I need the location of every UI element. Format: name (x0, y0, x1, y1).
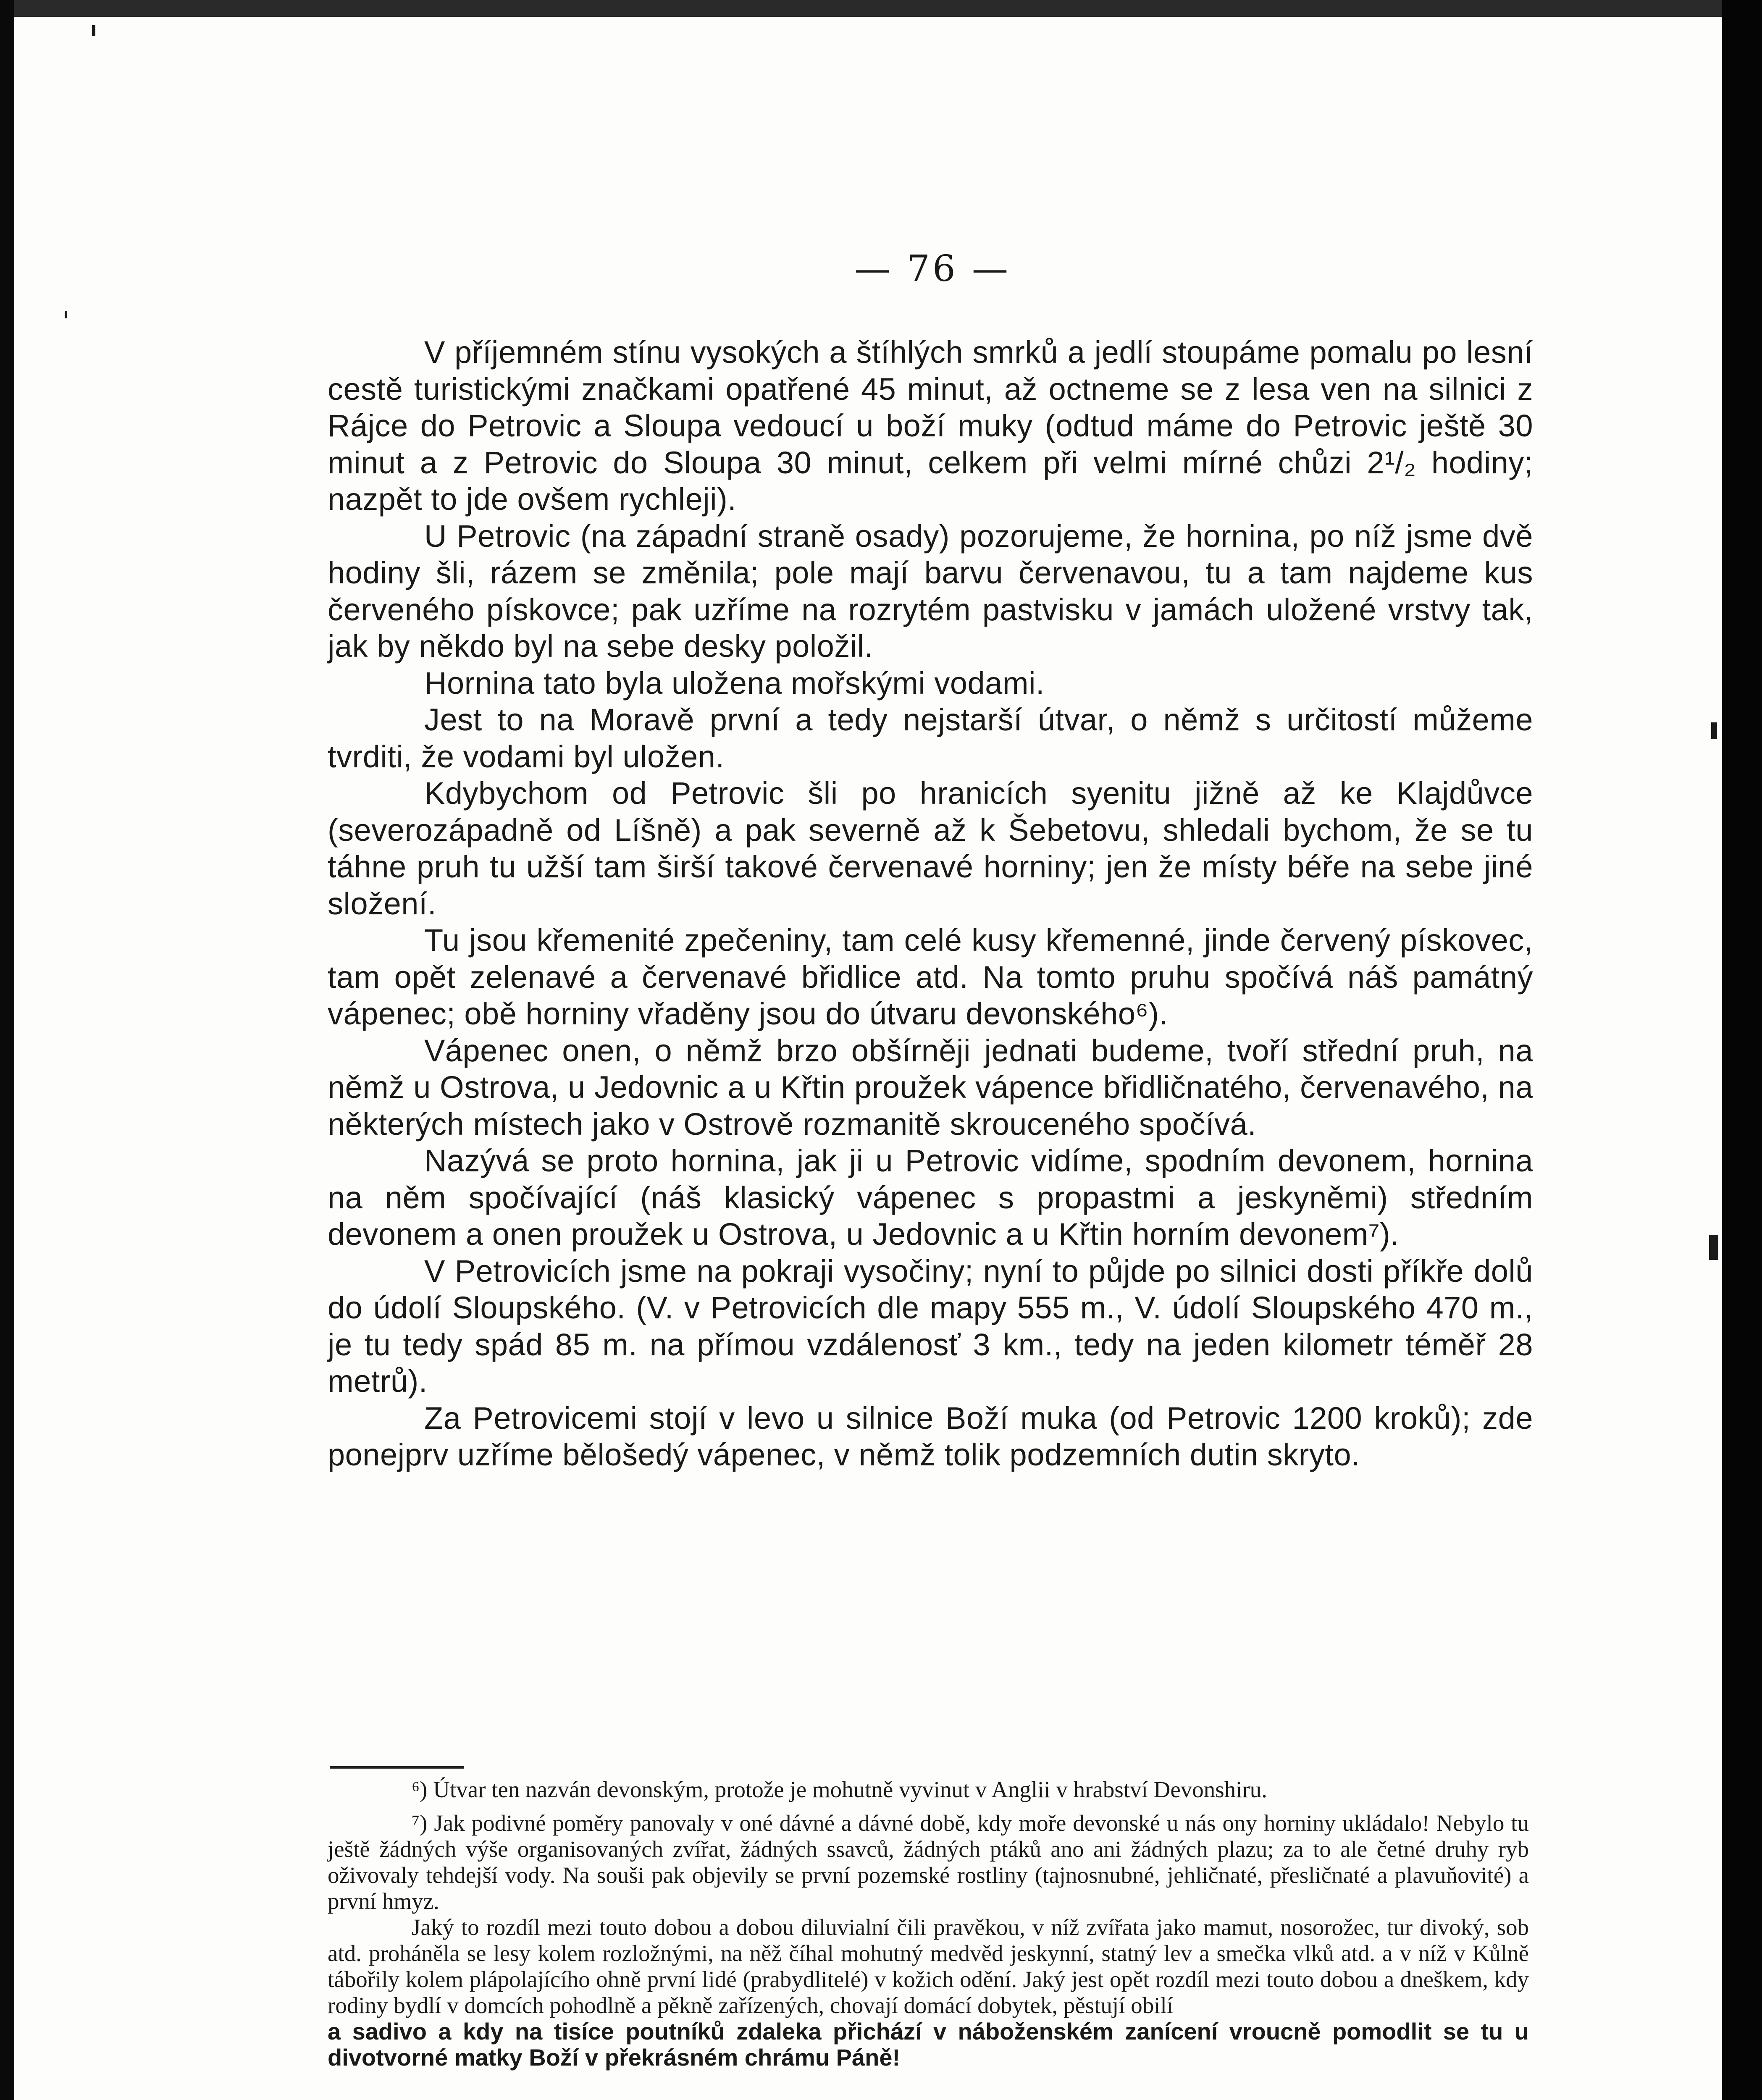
paragraph: Hornina tato byla uložena mořskými vodami. (424, 665, 1045, 701)
footnote-bold-ending: a sadivo a kdy na tisíce poutníků zdaleka přichází v náboženském zanícení vroucně pomodlit se tu u divotvorné matky Boží v překrásném chrámu Páně! (328, 2018, 1529, 2071)
paragraph: Kdybychom od Petrovic šli po hranicích syenitu jižně až ke Klajdůvce (severozápadně od Líšně) a pak severně až k Šebetovu, shledali bychom, že se tu táhne pruh tu užší tam širší takové červenavé horniny; jen že místy béře na sebe jiné složení. (328, 776, 1533, 921)
page-number: — 76 — (854, 248, 1011, 290)
paragraph: Vápenec onen, o němž brzo obšírněji jednati budeme, tvoří střední pruh, na němž u Ostrova, u Jedovnic a u Křtin proužek vápence břidličnatého, červenavého, na některých místech jako v Ostrově rozmanitě skrouceného spočívá. (328, 1033, 1533, 1142)
scan-speck (92, 25, 95, 36)
footnote: Jaký to rozdíl mezi touto dobou a dobou diluvialní čili pravěkou, v níž zvířata jako mamut, nosorožec, tur divoký, sob atd. proháněla se lesy kolem rozložnými, na něž číhal mohutný medvěd jeskynní, statný lev a smečka vlků atd. a v níž v Kůlně tábořily kolem plápolajícího ohně první lidé (prabydlitelé) v kožich odění. Jaký jest opět rozdíl mezi touto dobou a dneškem, kdy rodiny bydlí v domcích pohodlně a pěkně zařízených, chovají domácí dobytek, pěstují obilí (328, 1914, 1529, 2018)
footnotes (328, 1777, 1529, 2071)
paragraph: V příjemném stínu vysokých a štíhlých smrků a jedlí stoupáme pomalu po lesní cestě turistickými značkami opatřené 45 minut, až octneme se z lesa ven na silnici z Rájce do Petrovic a Sloupa vedoucí u boží muky (odtud máme do Petrovic ještě 30 minut a z Petrovic do Sloupa 30 minut, celkem při velmi mírné chůzi 2¹/₂ hodiny; nazpět to jde ovšem rychleji). (328, 335, 1533, 517)
scan-border-left (0, 0, 14, 2100)
paragraph: Jest to na Moravě první a tedy nejstarší útvar, o němž s určitostí můžeme tvrditi, že vodami byl uložen. (328, 702, 1533, 774)
footnote: ⁷) Jak podivné poměry panovaly v oné dávné a dávné době, kdy moře devonské u nás ony horniny ukládalo! Nebylo tu ještě žádných výše organisovaných zvířat, žádných ssavců, žádných ptáků ano ani žádných plazu; za to ale četné druhy ryb oživovaly tehdejší vody. Na souši pak objevily se první pozemské rostliny (tajnosnubné, jehličnaté, přesličnaté a plavuňovité) a první hmyz. (328, 1810, 1529, 1914)
paragraph: Nazývá se proto hornina, jak ji u Petrovic vidíme, spodním devonem, hornina na něm spočívající (náš klasický vápenec s propastmi a jeskyněmi) středním devonem a onen proužek u Ostrova, u Jedovnic a u Křtin horním devonem⁷). (328, 1143, 1533, 1252)
scan-speck (65, 311, 67, 318)
scan-border-top (0, 0, 1762, 17)
footnote-divider (330, 1766, 464, 1769)
paragraph: U Petrovic (na západní straně osady) pozorujeme, že hornina, po níž jsme dvě hodiny šli, rázem se změnila; pole mají barvu červenavou, tu a tam najdeme kus červeného pískovce; pak uzříme na rozrytém pastvisku v jamách uložené vrstvy tak, jak by někdo byl na sebe desky položil. (328, 518, 1533, 664)
paragraph: Tu jsou křemenité zpečeniny, tam celé kusy křemenné, jinde červený pískovec, tam opět zelenavé a červenavé břidlice atd. Na tomto pruhu spočívá náš památný vápenec; obě horniny vřaděny jsou do útvaru devonského⁶). (328, 923, 1533, 1031)
scan-speck (1711, 722, 1717, 739)
scan-border-right (1722, 0, 1762, 2100)
body-text (328, 334, 1533, 1473)
footnote: ⁶) Útvar ten nazván devonským, protože je mohutně vyvinut v Anglii v hrabství Devonshiru. (412, 1777, 1267, 1802)
paragraph: Za Petrovicemi stojí v levo u silnice Boží muka (od Petrovic 1200 kroků); zde ponejprv uzříme bělošedý vápenec, v němž tolik podzemních dutin skryto. (328, 1400, 1533, 1472)
paragraph: V Petrovicích jsme na pokraji vysočiny; nyní to půjde po silnici dosti příkře dolů do údolí Sloupského. (V. v Petrovicích dle mapy 555 m., V. údolí Sloupského 470 m., je tu tedy spád 85 m. na přímou vzdálenosť 3 km., tedy na jeden kilometr téměř 28 metrů). (328, 1253, 1533, 1399)
scan-speck (1709, 1235, 1718, 1260)
